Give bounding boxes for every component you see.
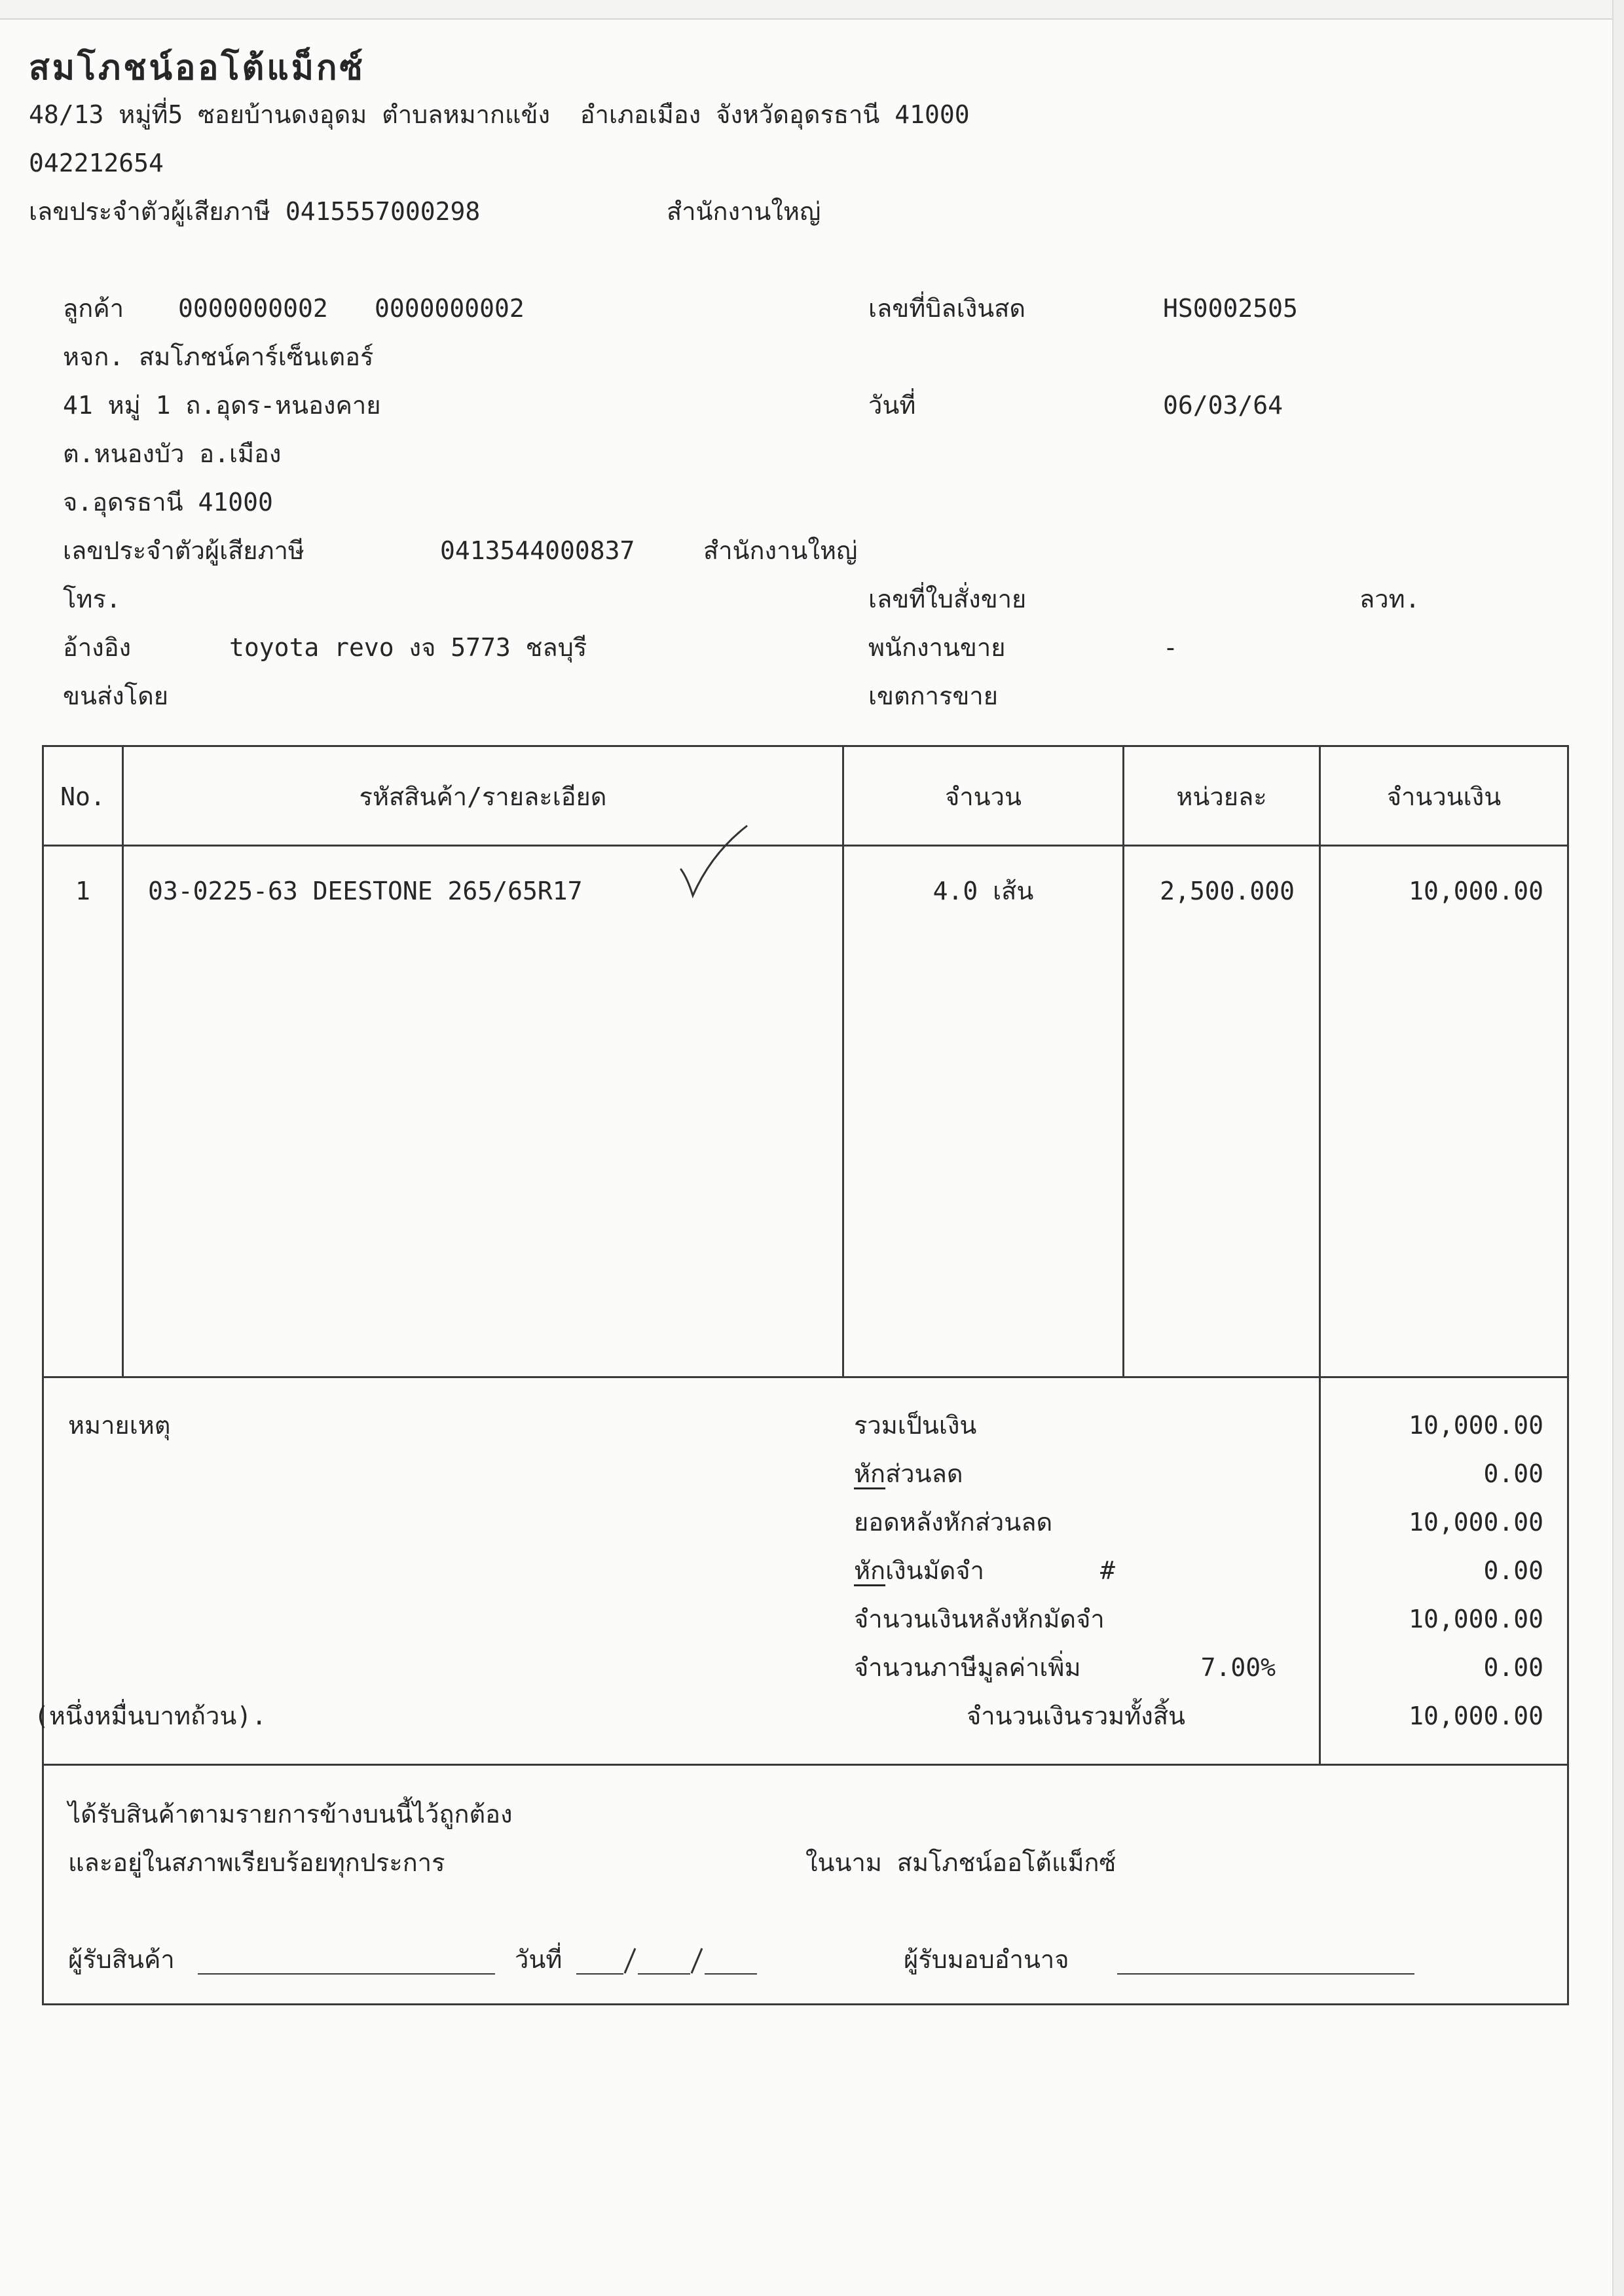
header-description: รหัสสินค้า/รายละเอียด [359, 782, 607, 811]
row-amount: 10,000.00 [1409, 877, 1543, 905]
deposit-text: เงินมัดจำ [885, 1556, 984, 1585]
bill-date-value: 06/03/64 [1163, 391, 1283, 420]
after-discount-label: ยอดหลังหักส่วนลด [854, 1508, 1053, 1537]
checkmark-icon [678, 822, 750, 901]
table-top-border [42, 745, 1569, 747]
receive-date-year-line [705, 1973, 757, 1975]
row-unit-price: 2,500.000 [1160, 877, 1295, 905]
vat-rate: 7.00% [1200, 1653, 1276, 1682]
receive-date-day-line [576, 1973, 623, 1975]
table-right-border [1567, 745, 1569, 2005]
company-address: 48/13 หมู่ที่5 ซอยบ้านดงอุดม ตำบลหมากแข้ง อำเภอเมือง จังหวัดอุดรธานี 41000 [29, 100, 970, 129]
customer-ref-label: อ้างอิง [63, 633, 132, 662]
sales-order-value: ลวท. [1359, 585, 1420, 613]
row-no: 1 [75, 877, 90, 905]
received-statement-1: ได้รับสินค้าตามรายการข้างบนนี้ไว้ถูกต้อง [68, 1800, 513, 1829]
company-name: สมโภชน์ออโต้แม็กซ์ [29, 48, 365, 88]
col-divider-no [122, 745, 124, 1377]
grand-total-label: จำนวนเงินรวมทั้งสิ้น [967, 1702, 1185, 1730]
receive-date-month-line [638, 1973, 690, 1975]
sales-area-label: เขตการขาย [868, 682, 998, 710]
receiver-label: ผู้รับสินค้า [68, 1945, 175, 1974]
footer-bottom-border [42, 2003, 1569, 2005]
authorized-signature-line [1117, 1973, 1414, 1975]
customer-address-3: จ.อุดรธานี 41000 [63, 488, 273, 517]
remark-label: หมายเหตุ [68, 1411, 171, 1440]
table-left-border [42, 745, 44, 2005]
customer-code-2: 0000000002 [375, 294, 525, 323]
date-slash-1-icon [622, 1946, 638, 1976]
discount-prefix: หัก [854, 1459, 886, 1488]
page-top-edge [0, 0, 1624, 20]
grand-total-value: 10,000.00 [1409, 1702, 1543, 1730]
deposit-value: 0.00 [1483, 1556, 1543, 1585]
total-value: 10,000.00 [1409, 1411, 1543, 1440]
receive-date-label: วันที่ [515, 1945, 563, 1974]
discount-label [854, 1461, 963, 1486]
row-description: 03-0225-63 DEESTONE 265/65R17 [148, 877, 583, 905]
customer-tax-label: เลขประจำตัวผู้เสียภาษี [63, 536, 304, 565]
customer-name: หจก. สมโภชน์คาร์เซ็นเตอร์ [63, 342, 374, 371]
bill-date-label: วันที่ [868, 391, 916, 420]
amount-in-words: (หนึ่งหมื่นบาทถ้วน). [34, 1702, 267, 1730]
customer-tax-id: 0413544000837 [440, 536, 635, 565]
received-statement-2: และอยู่ในสภาพเรียบร้อยทุกประการ [68, 1848, 445, 1877]
company-tax-id: เลขประจำตัวผู้เสียภาษี 0415557000298 [29, 197, 481, 226]
discount-text: ส่วนลด [885, 1459, 963, 1488]
customer-phone-label: โทร. [63, 585, 121, 613]
col-divider-desc [842, 745, 844, 1377]
discount-value: 0.00 [1483, 1459, 1543, 1488]
salesperson-value: - [1163, 633, 1178, 662]
table-header-bottom-border [42, 845, 1569, 847]
company-branch: สำนักงานใหญ่ [667, 197, 821, 226]
customer-ship-label: ขนส่งโดย [63, 682, 169, 710]
deposit-label [854, 1558, 984, 1583]
customer-address-1: 41 หมู่ 1 ถ.อุดร-หนองคาย [63, 391, 381, 420]
page-right-edge [1612, 0, 1624, 2296]
date-slash-2-icon [689, 1946, 705, 1976]
after-deposit-label: จำนวนเงินหลังหักมัดจำ [854, 1605, 1105, 1633]
header-quantity: จำนวน [945, 782, 1022, 811]
after-deposit-value: 10,000.00 [1409, 1605, 1543, 1633]
authorized-label: ผู้รับมอบอำนาจ [904, 1945, 1069, 1974]
deposit-prefix: หัก [854, 1556, 886, 1585]
customer-address-2: ต.หนองบัว อ.เมือง [63, 439, 282, 468]
table-items-bottom-border [42, 1376, 1569, 1378]
salesperson-label: พนักงานขาย [868, 633, 1006, 662]
sales-order-label: เลขที่ใบสั่งขาย [868, 585, 1027, 613]
row-quantity: 4.0 เส้น [932, 877, 1034, 905]
vat-value: 0.00 [1483, 1653, 1543, 1682]
header-amount: จำนวนเงิน [1386, 782, 1502, 811]
bill-no-label: เลขที่บิลเงินสด [868, 294, 1026, 323]
deposit-hash: # [1100, 1556, 1115, 1585]
total-label: รวมเป็นเงิน [854, 1411, 977, 1440]
receiver-signature-line [198, 1973, 495, 1975]
col-divider-qty [1122, 745, 1124, 1377]
company-phone: 042212654 [29, 149, 164, 177]
customer-branch: สำนักงานใหญ่ [703, 536, 858, 565]
header-no: No. [60, 782, 105, 811]
bill-no-value: HS0002505 [1163, 294, 1298, 323]
customer-code-1: 0000000002 [178, 294, 328, 323]
vat-label: จำนวนภาษีมูลค่าเพิ่ม [854, 1653, 1081, 1682]
on-behalf-of: ในนาม สมโภชน์ออโต้แม็กซ์ [805, 1848, 1116, 1877]
customer-label: ลูกค้า [63, 294, 124, 323]
summary-bottom-border [42, 1764, 1569, 1766]
header-unit-price: หน่วยละ [1176, 782, 1267, 811]
after-discount-value: 10,000.00 [1409, 1508, 1543, 1537]
customer-ref-value: toyota revo งจ 5773 ชลบุรี [229, 633, 587, 662]
